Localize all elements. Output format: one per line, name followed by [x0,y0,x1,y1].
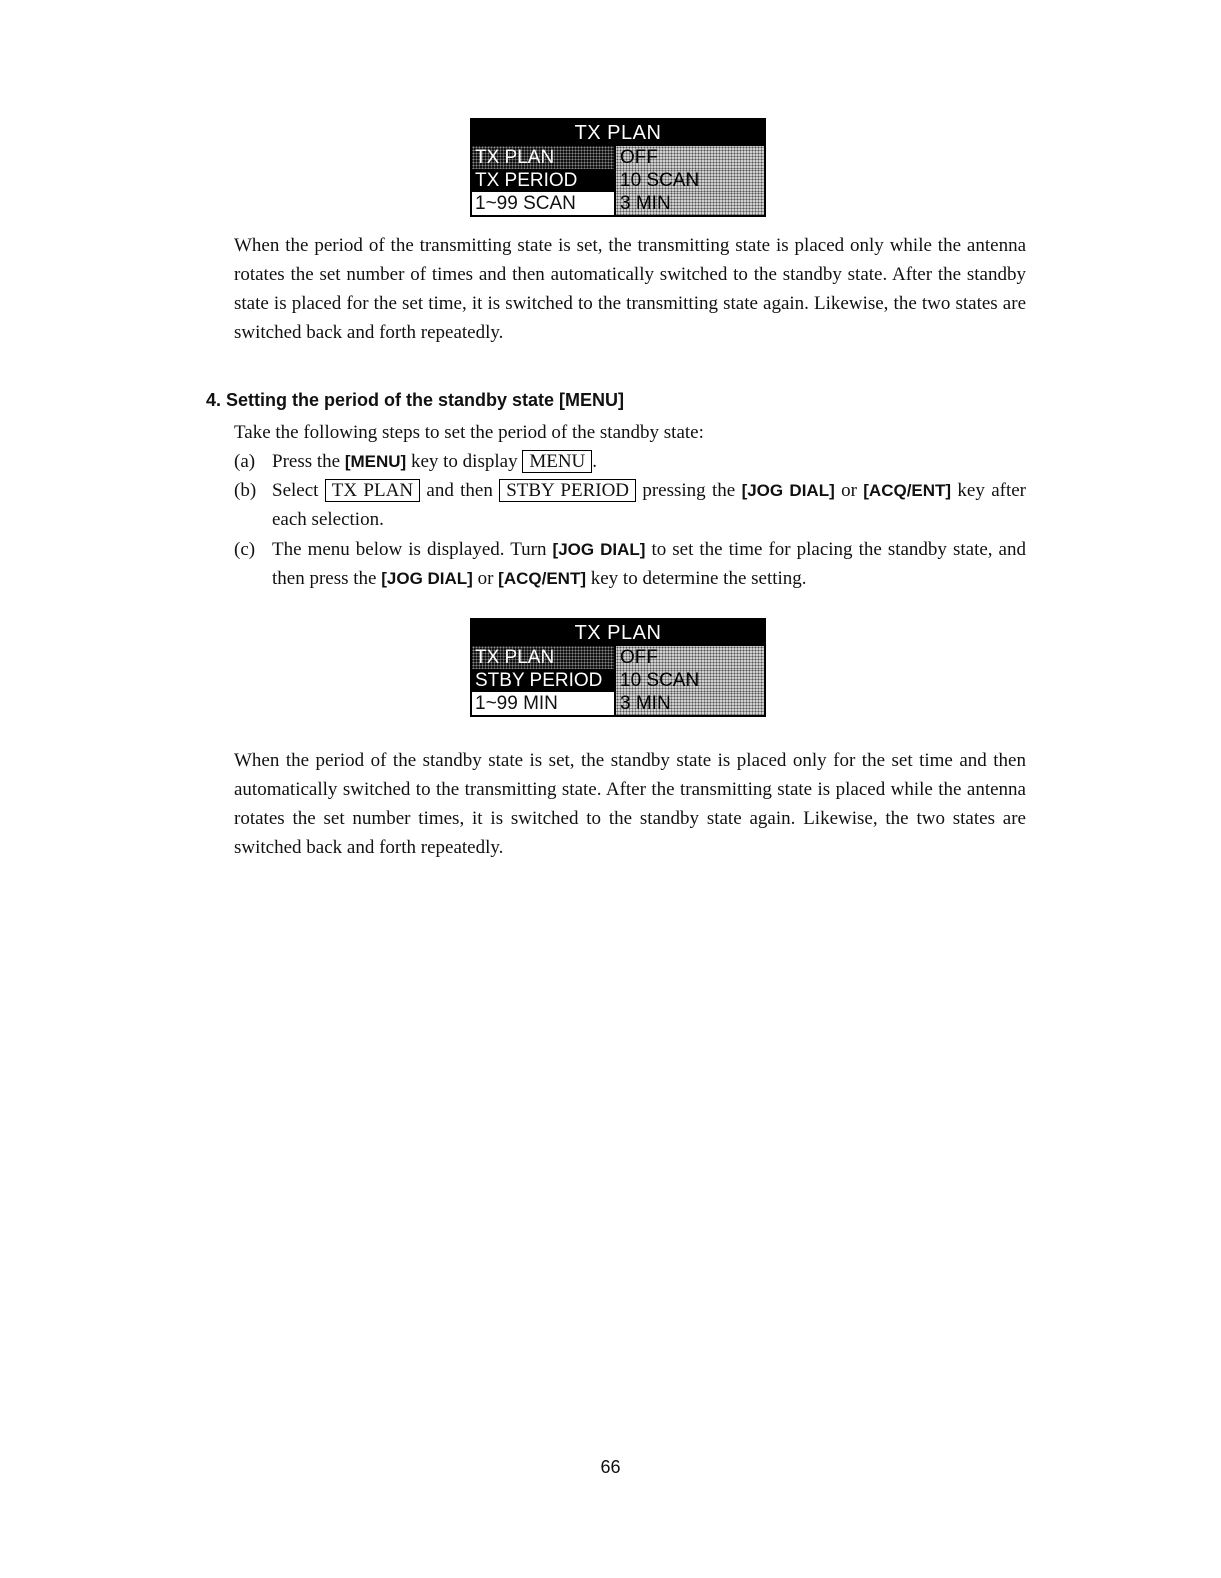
step-text: The menu below is displayed. Turn [272,539,553,560]
menu-row-value: 3 MIN [616,192,764,215]
step-text: Press the [272,451,345,472]
step-text: key after each selection. [272,480,1026,530]
step-b [234,476,1026,534]
step-text: pressing the [636,480,742,501]
key-acq-ent: [ACQ/ENT] [498,569,586,588]
menu-box: MENU [522,450,592,473]
step-c [234,535,1026,593]
step-text: to set the time for placing the standby state, and then press the [272,539,1026,589]
menu-row-value: 10 SCAN [616,169,764,192]
menu-row [472,146,764,169]
step-text: or [834,480,864,501]
step-text: and then [420,480,500,501]
menu-title: TX PLAN [472,120,764,146]
paragraph-standby-period: When the period of the standby state is set, the standby state is placed only for the set time and then automatically switched to the transmitting state. After the transmitting state is placed while the antenna rotates the set number times, it is switched to the standby state again. Likewise, the two states are switched back and forth repeatedly. [234,750,1026,858]
step-label: (a) [234,451,256,472]
step-text: Select [272,480,325,501]
menu-row [472,192,764,215]
paragraph-transmit-period: When the period of the transmitting state is set, the transmitting state is placed only while the antenna rotates the set number of times and then automatically switched to the standby state. After the standby state is placed for the set time, it is switched to the transmitting state again. Likewise, the two states are switched back and forth repeatedly. [234,235,1026,343]
step-text: or [472,568,499,589]
menu-row-value: OFF [616,646,764,669]
key-menu: [MENU] [344,452,407,471]
menu-row [472,692,764,715]
stby-period-menu-display [470,618,766,717]
page-number: 66 [600,1457,621,1477]
key-acq-ent: [ACQ/ENT] [863,481,952,500]
step-text: key to determine the setting. [586,568,807,589]
menu-row [472,646,764,669]
menu-title: TX PLAN [472,620,764,646]
menu-row-label: TX PERIOD [472,169,616,192]
key-jog-dial: [JOG DIAL] [552,540,646,559]
menu-row [472,169,764,192]
menu-row-label: TX PLAN [472,646,616,669]
key-jog-dial: [JOG DIAL] [381,569,473,588]
step-label: (c) [234,539,256,560]
menu-row-value: 10 SCAN [616,669,764,692]
tx-plan-box: TX PLAN [325,479,420,502]
menu-row-label: TX PLAN [472,146,616,169]
step-text: key to display [406,451,523,472]
menu-row-label: STBY PERIOD [472,669,616,692]
key-jog-dial: [JOG DIAL] [741,481,835,500]
menu-row [472,669,764,692]
section-heading: 4. Setting the period of the standby state [MENU] [206,390,625,410]
menu-row-label: 1~99 MIN [472,692,616,715]
menu-row-label: 1~99 SCAN [472,192,616,215]
stby-period-box: STBY PERIOD [499,479,636,502]
section-intro: Take the following steps to set the period of the standby state: [234,422,704,443]
tx-plan-menu-display [470,118,766,217]
step-a [234,447,1026,476]
menu-row-value: 3 MIN [616,692,764,715]
menu-row-value: OFF [616,146,764,169]
step-text: . [592,451,598,472]
step-label: (b) [234,480,257,501]
